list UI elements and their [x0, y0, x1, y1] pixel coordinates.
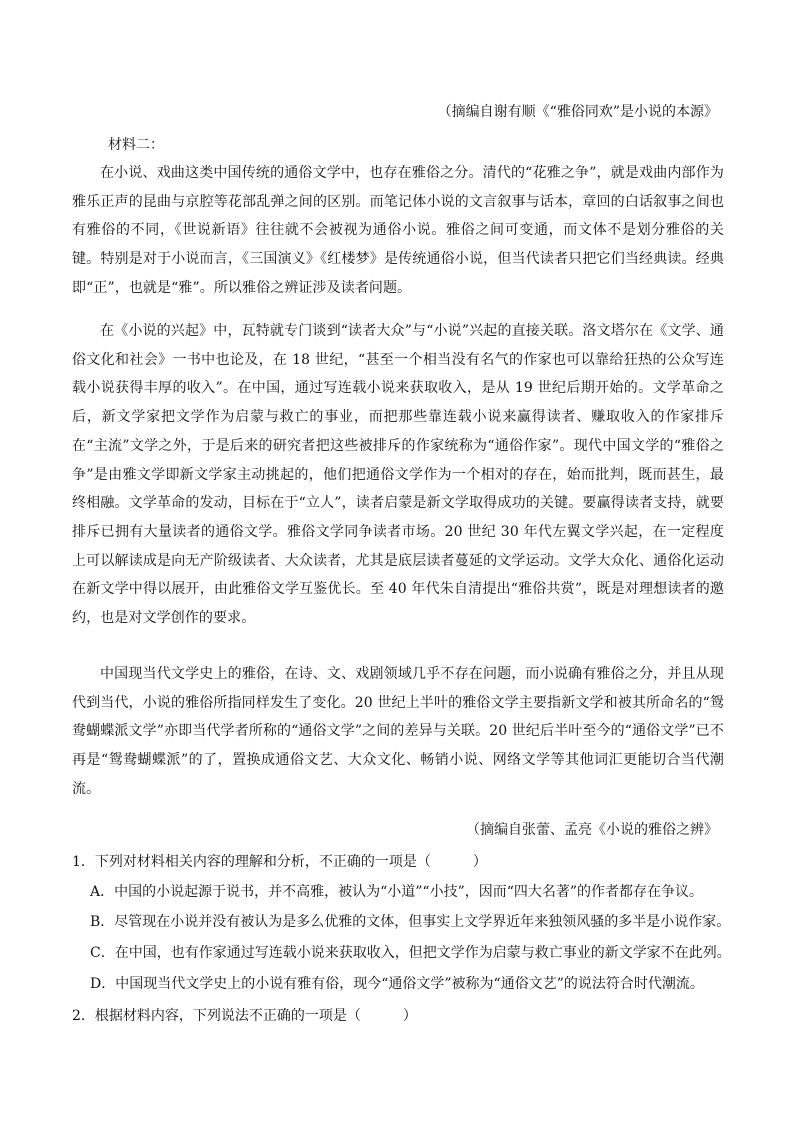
question-1-option-d: D．中国现当代文学史上的小说有雅有俗，现今“通俗文学”被称为“通俗文艺”的说法符合时代潮流。 [90, 976, 704, 992]
paragraph: 在《小说的兴起》中，瓦特就专门谈到“读者大众”与“小说”兴起的直接关联。洛文塔尔在《文学、通俗文化和社会》一书中也论及，在 18 世纪，“甚至一个相当没有名气的作家也可以靠给狂热的公众写连载小说获得丰厚的收入”。在中国，通过写连载小说来获取收入，是从 19 世纪后期开始的。文学革命之后，新文学家把文学作为启蒙与救亡的事业，而把那些靠连载小说来赢得读者、赚取收入的作家排斥在“主流”文学之外，于是后来的研究者把这些被排斥的作家统称为“通俗作家”。现代中国文学的“雅俗之争”是由雅文学即新文学家主动挑起的，他们把通俗文学作为一个相对的存在，始而批判，既而甚生，最终相融。文学革命的发动，目标在于“立人”，读者启蒙是新文学取得成功的关键。要赢得读者支持，就要排斥已拥有大量读者的通俗文学。雅俗文学同争读者市场。20 世纪 30 年代左翼文学兴起，在一定程度上可以解读成是向无产阶级读者、大众读者，尤其是底层读者蔓延的文学运动。文学大众化、通俗化运动在新文学中得以展开，由此雅俗文学互鉴优长。至 40 年代朱自清提出“雅俗共赏”，既是对理想读者的邀约，也是对文学创作的要求。 [72, 323, 724, 627]
paragraph-block-2 [72, 317, 724, 633]
paragraph: 中国现当代文学史上的雅俗，在诗、文、戏剧领域几乎不存在问题，而小说确有雅俗之分，并且从现代到当代，小说的雅俗所指同样发生了变化。20 世纪上半叶的雅俗文学主要指新文学和被其所命名的“鸳鸯蝴蝶派文学”亦即当代学者所称的“通俗文学”之间的差异与关联。20 世纪后半叶至今的“通俗文学”已不再是“鸳鸯蝴蝶派”的了，置换成通俗文艺、大众文化、畅销小说、网络文学等其他词汇更能切合当代潮流。 [72, 666, 724, 797]
material-2-heading: 材料二： [108, 137, 164, 153]
paragraph-block-3 [72, 660, 724, 804]
question-2-stem: 2．根据材料内容，下列说法不正确的一项是（ ） [72, 1008, 417, 1024]
paragraph-block-1 [72, 159, 724, 303]
question-1-stem: 1．下列对材料相关内容的理解和分析，不正确的一项是（ ） [72, 854, 487, 870]
citation-source-2: （摘编自张蕾、孟亮《小说的雅俗之辨》 [466, 822, 718, 838]
question-1-option-c: C．在中国，也有作家通过写连载小说来获取收入，但把文学作为启蒙与救亡事业的新文学家不在此列。 [90, 945, 731, 961]
question-1-option-b: B．尽管现在小说并没有被认为是多么优雅的文体，但事实上文学界近年来独领风骚的多半是小说作家。 [90, 914, 731, 930]
citation-source-1: （摘编自谢有顺《“雅俗同欢”是小说的本源》 [437, 104, 718, 120]
question-1-option-a: A．中国的小说起源于说书，并不高雅，被认为“小道”“小技”，因而“四大名著”的作者都存在争议。 [90, 884, 704, 900]
paragraph: 在小说、戏曲这类中国传统的通俗文学中，也存在雅俗之分。清代的“花雅之争”，就是戏曲内部作为雅乐正声的昆曲与京腔等花部乱弹之间的区别。而笔记体小说的文言叙事与话本，章回的白话叙事之间也有雅俗的不同，《世说新语》往往就不会被视为通俗小说。雅俗之间可变通，而文体不是划分雅俗的关键。特别是对于小说而言，《三国演义》《红楼梦》是传统通俗小说，但当代读者只把它们当经典读。经典即“正”，也就是“雅”。所以雅俗之辨证涉及读者问题。 [72, 165, 724, 296]
